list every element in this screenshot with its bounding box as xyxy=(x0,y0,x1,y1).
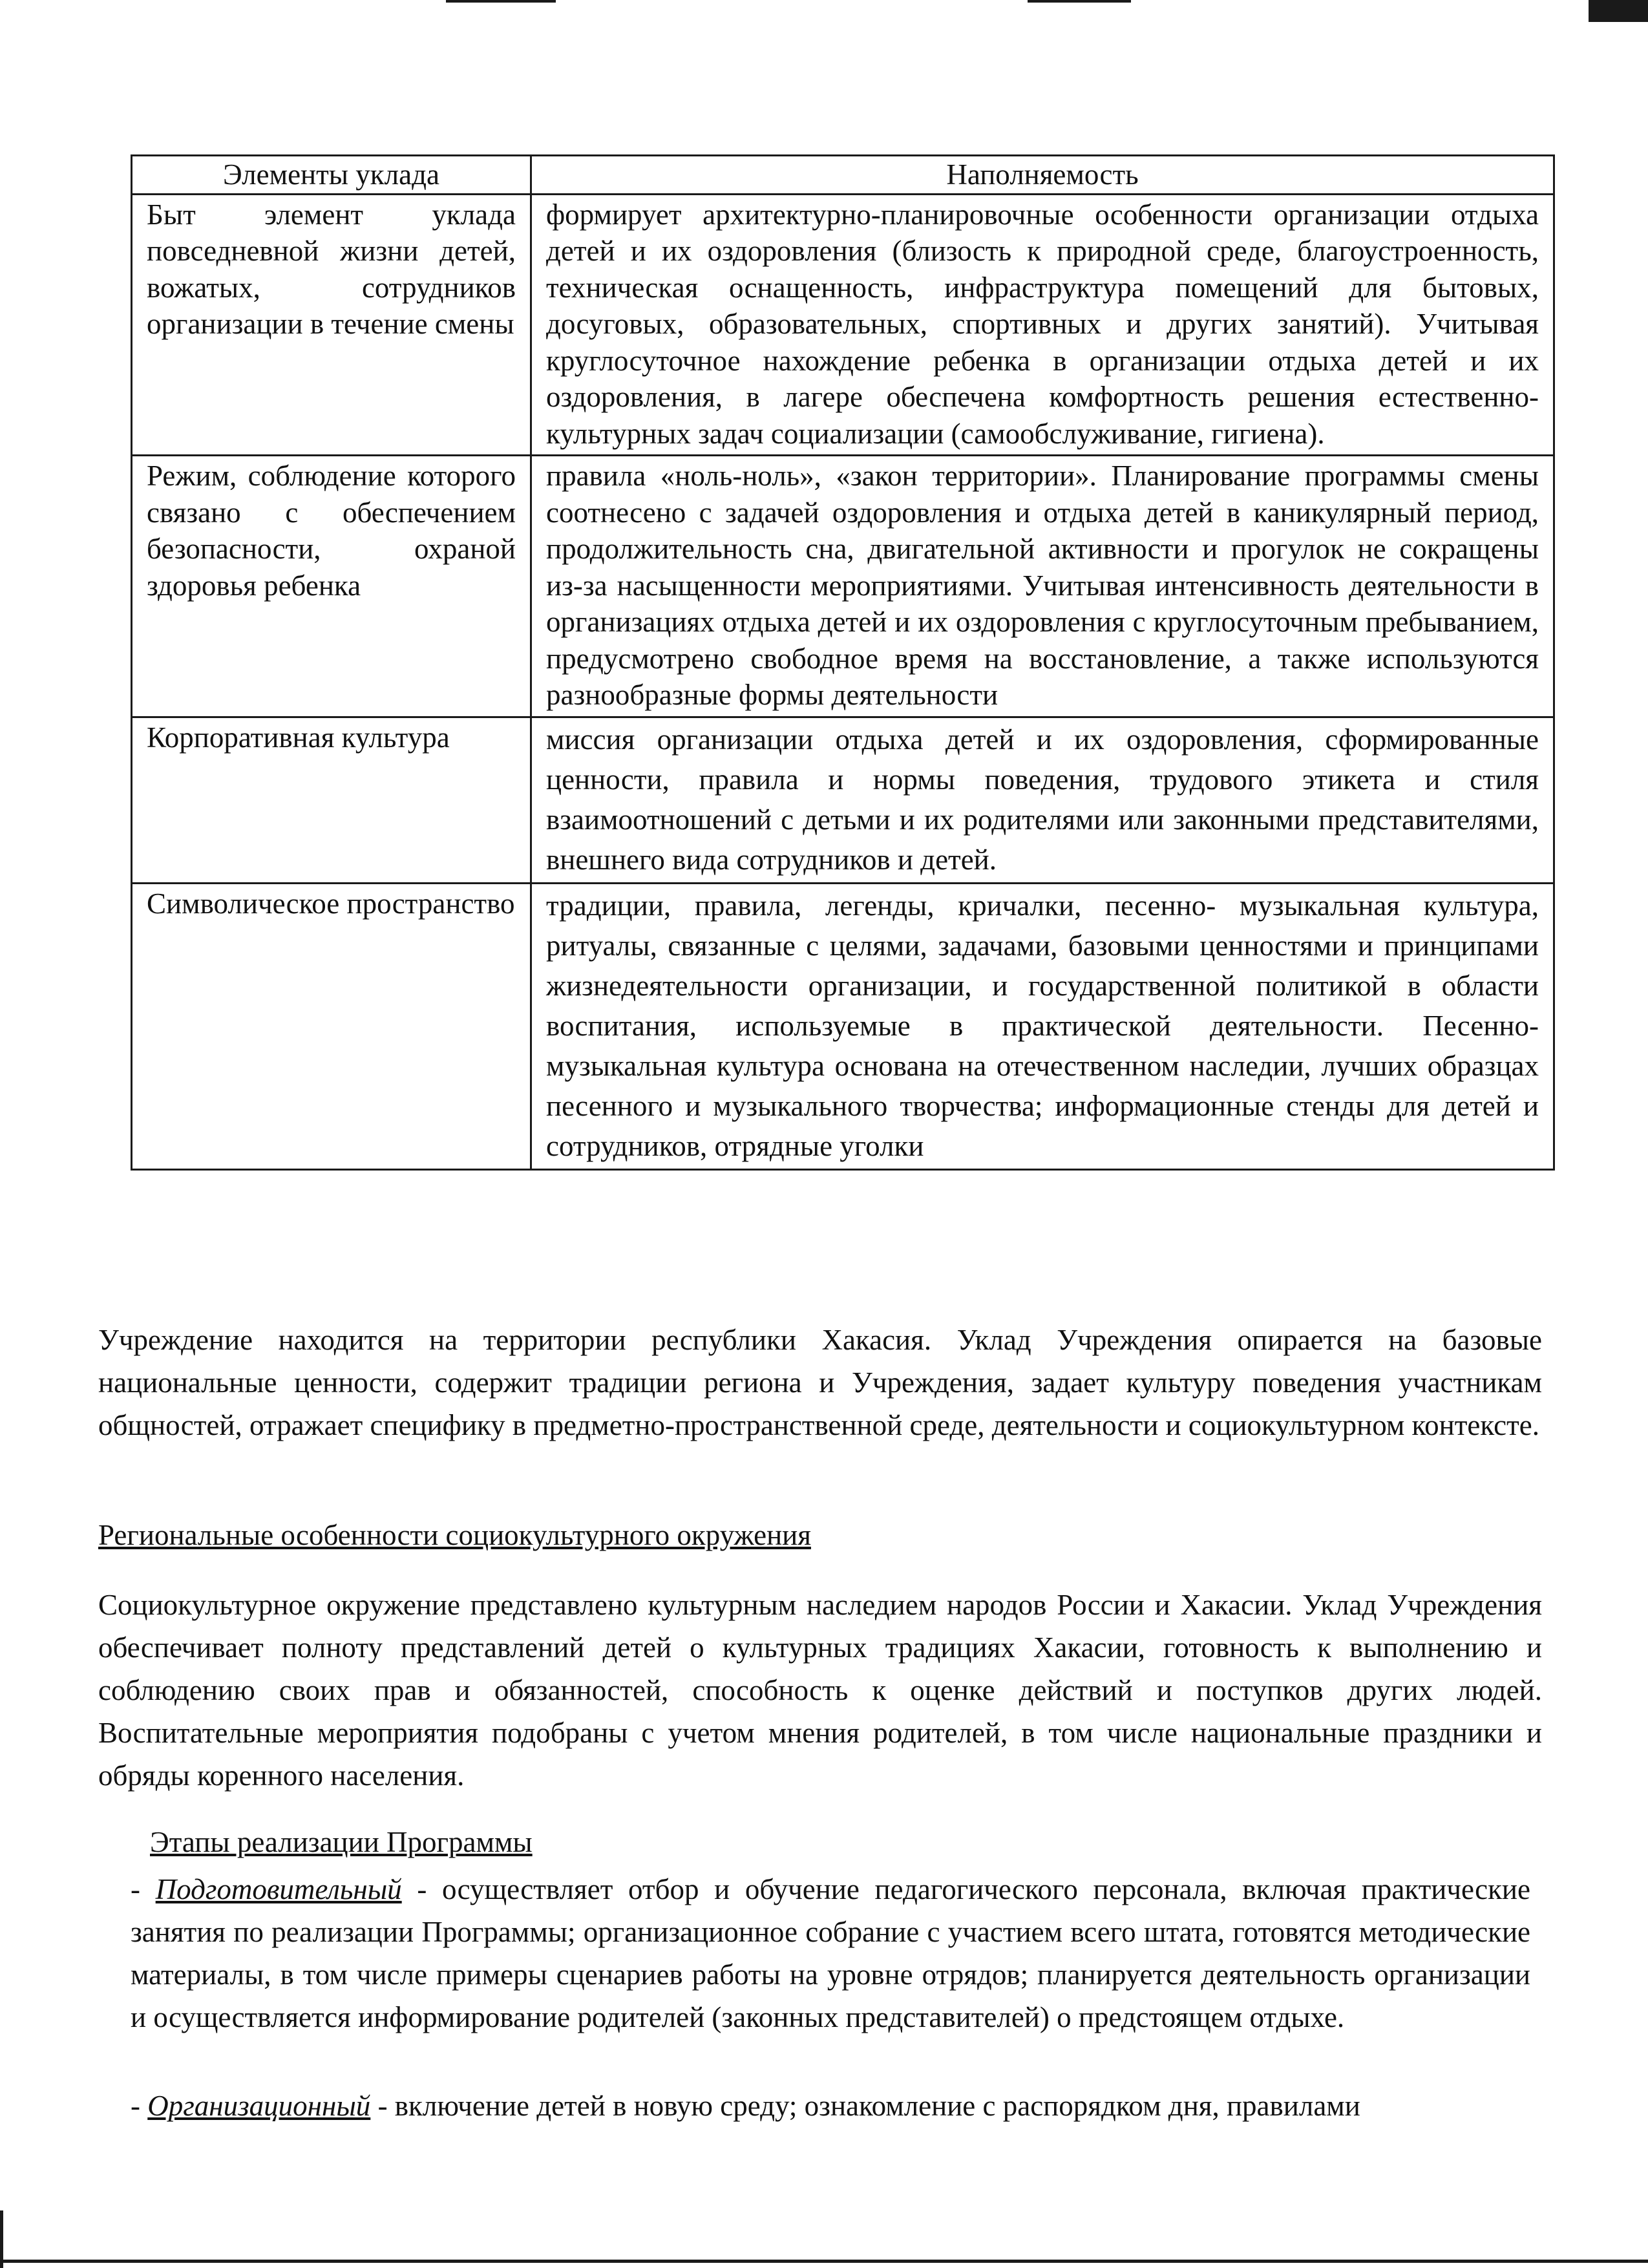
scan-mark-top-left xyxy=(446,0,556,3)
table-header-row xyxy=(132,156,1554,195)
scan-mark-bottom xyxy=(0,2260,1648,2263)
heading-regional: Региональные особенности социокультурного окружения xyxy=(98,1519,811,1551)
stage-prefix: - xyxy=(131,2090,148,2122)
table-cell-name: Режим, соблюдение которого связано с обеспечением безопасности, охраной здоровья ребенка xyxy=(132,456,531,717)
paragraph-sociocultural: Социокультурное окружение представлено культурным наследием народов России и Хакасии. Уклад Учреждения обеспечивает полноту представлений детей о культурных традициях Хакасии, готовность к выполнению и соблюдению своих прав и обязанностей, способность к оценке действий и поступков других людей. Воспитательные мероприятия подобраны с учетом мнения родителей, в том числе национальные праздники и обряды коренного населения. xyxy=(98,1589,1542,1792)
table-row xyxy=(132,717,1554,883)
table-cell-name: Быт элемент уклада повседневной жизни детей, вожатых, сотрудников организации в течение смены xyxy=(132,194,531,456)
stage-text: - осуществляет отбор и обучение педагогического персонала, включая практические занятия по реализации Программы; организационное собрание с участием всего штата, готовятся методические материалы, в том числе примеры сценариев работы на уровне отрядов; планируется деятельность организации и осуществляется информирование родителей (законных представителей) о предстоящем отдыхе. xyxy=(131,1873,1530,2033)
scan-mark-left-edge xyxy=(0,2210,3,2268)
stage-prefix: - xyxy=(131,1873,156,1905)
stage-text: - включение детей в новую среду; ознакомление с распорядком дня, правилами xyxy=(370,2090,1360,2122)
stage-name: Организационный xyxy=(147,2090,371,2122)
table-cell-content: правила «ноль-ноль», «закон территории». Планирование программы смены соотнесено с задачей оздоровления и отдыха детей в каникулярный период, продолжительность сна, двигательной активности и прогулок не сокращены из-за насыщенности мероприятиями. Учитывая интенсивность деятельности в организациях отдыха детей и их оздоровления с круглосуточным пребыванием, предусмотрено свободное время на восстановление, а также используются разнообразные формы деятельности xyxy=(531,456,1554,717)
table-row xyxy=(132,194,1554,456)
stage-name: Подготовительный xyxy=(155,1873,402,1905)
table-row xyxy=(132,883,1554,1169)
scan-mark-corner xyxy=(1589,0,1648,22)
structure-table xyxy=(131,154,1555,1171)
heading-stages: Этапы реализации Программы xyxy=(150,1826,533,1858)
paragraph-institution: Учреждение находится на территории республики Хакасия. Уклад Учреждения опирается на базовые национальные ценности, содержит традиции региона и Учреждения, задает культуру поведения участникам общностей, отражает специфику в предметно-пространственной среде, деятельности и социокультурном контексте. xyxy=(98,1324,1542,1441)
stage-preparatory xyxy=(131,1868,1530,2039)
table-cell-name: Корпоративная культура xyxy=(132,717,531,883)
table-cell-name: Символическое пространство xyxy=(132,883,531,1169)
table-header-content: Наполняемость xyxy=(531,156,1554,195)
table-row xyxy=(132,456,1554,717)
scan-mark-top-right xyxy=(1028,0,1131,3)
stage-organizational xyxy=(131,2084,1530,2127)
table-cell-content: миссия организации отдыха детей и их оздоровления, сформированные ценности, правила и нормы поведения, трудового этикета и стиля взаимоотношений с детьми и их родителями или законными представителями, внешнего вида сотрудников и детей. xyxy=(531,717,1554,883)
table-cell-content: традиции, правила, легенды, кричалки, песенно- музыкальная культура, ритуалы, связанные с целями, задачами, базовыми ценностями и принципами жизнедеятельности организации, и государственной политикой в области воспитания, используемые в практической деятельности. Песенно-музыкальная культура основана на отечественном наследии, лучших образцах песенного и музыкального творчества; информационные стенды для детей и сотрудников, отрядные уголки xyxy=(531,883,1554,1169)
table-cell-content: формирует архитектурно-планировочные особенности организации отдыха детей и их оздоровления (близость к природной среде, благоустроенность, техническая оснащенность, инфраструктура помещений для бытовых, досуговых, образовательных, спортивных и других занятий). Учитывая круглосуточное нахождение ребенка в организации отдыха детей и их оздоровления, в лагере обеспечена комфортность решения естественно-культурных задач социализации (самообслуживание, гигиена). xyxy=(531,194,1554,456)
table-header-elements: Элементы уклада xyxy=(132,156,531,195)
